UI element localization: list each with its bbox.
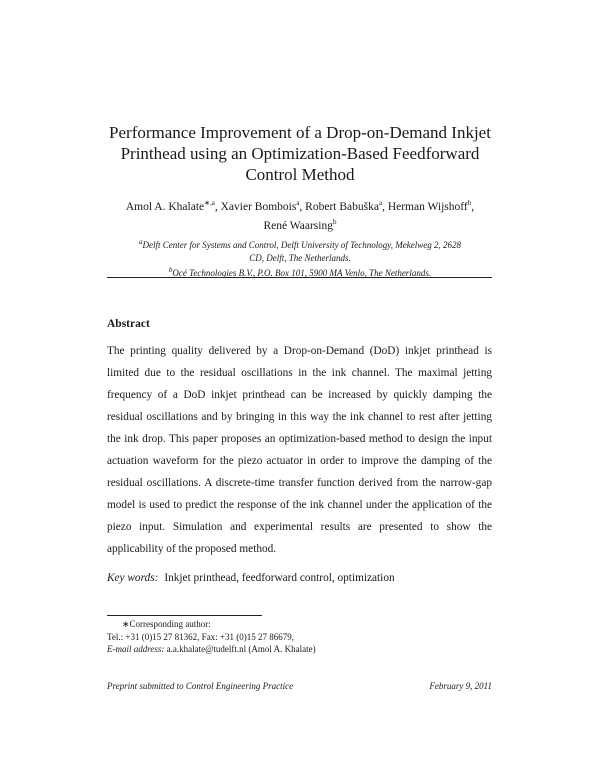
affil-mark: a [138,238,143,246]
title-line-3: Control Method [245,165,355,184]
author-name: Amol A. Khalate [125,200,205,213]
author-affil-mark: ∗,a [204,199,215,207]
keywords [107,572,395,584]
footnote-phone-fax: Tel.: +31 (0)15 27 81362, Fax: +31 (0)15 27 86679, [107,631,295,642]
abstract-top-rule [107,277,492,278]
author-affil-mark: a [296,199,300,207]
keywords-label: Key words: [107,572,159,584]
author-name: Xavier Bombois [220,200,297,213]
author-name: Herman Wijshoff [387,200,468,213]
author-list: Amol A. Khalate$^{∗,a}$, Xavier Bombois$^a$, Robert Babuška$^a$, Herman Wijshoff$^b$, René Waarsing$^b$ [125,199,475,232]
footnote-rule [107,615,262,616]
abstract-body: The printing quality delivered by a Drop-on-Demand (DoD) inkjet printhead is limited due to the residual oscillations in the ink channel. The maximal jetting frequency of a DoD inkjet printhead can be increased by quickly damping the residual oscillations and by bringing in this way the ink channel to rest after jetting the ink drop. This paper proposes an optimization-based method to design the input actuation waveform for the piezo actuator in order to improve the damping of the residual oscillations. A discrete-time transfer function derived from the narrow-gap model is used to predict the response of the ink channel under the application of the piezo input. Simulation and experimental results are presented to show the applicability of the proposed method. [107,345,492,555]
paper-title [60,122,540,185]
title-line-2: Printhead using an Optimization-Based Feedforward [120,144,480,163]
author-affil-mark: b [467,199,472,207]
footnote-email: a.a.khalate@tudelft.nl (Amol A. Khalate) [166,644,316,654]
abstract-heading: Abstract [107,318,150,330]
author-affil-mark: b [332,217,337,226]
author-affil-mark: a [378,199,383,207]
footer-date: February 9, 2011 [429,681,492,691]
page-footer [107,681,492,691]
affiliation-a-line2: CD, Delft, The Netherlands. [249,252,351,263]
footnote [107,618,492,656]
footnote-corresponding: ∗Corresponding author: [122,619,211,629]
author-name: Robert Babuška [305,200,379,213]
affil-mark: b [168,266,173,274]
footnote-email-label: E-mail address: [107,644,165,654]
author-name: René Waarsing [263,219,333,232]
affiliations [100,236,500,280]
title-line-1: Performance Improvement of a Drop-on-Demand Inkjet [109,123,491,142]
keywords-text: Inkjet printhead, feedforward control, optimization [164,572,395,584]
affiliation-a-line1: Delft Center for Systems and Control, Delft University of Technology, Mekelweg 2, 2628 [142,240,462,250]
footer-preprint: Preprint submitted to Control Engineering Practice [107,681,294,691]
affiliation-b: Océ Technologies B.V., P.O. Box 101, 5900 MA Venlo, The Netherlands. [172,268,432,278]
